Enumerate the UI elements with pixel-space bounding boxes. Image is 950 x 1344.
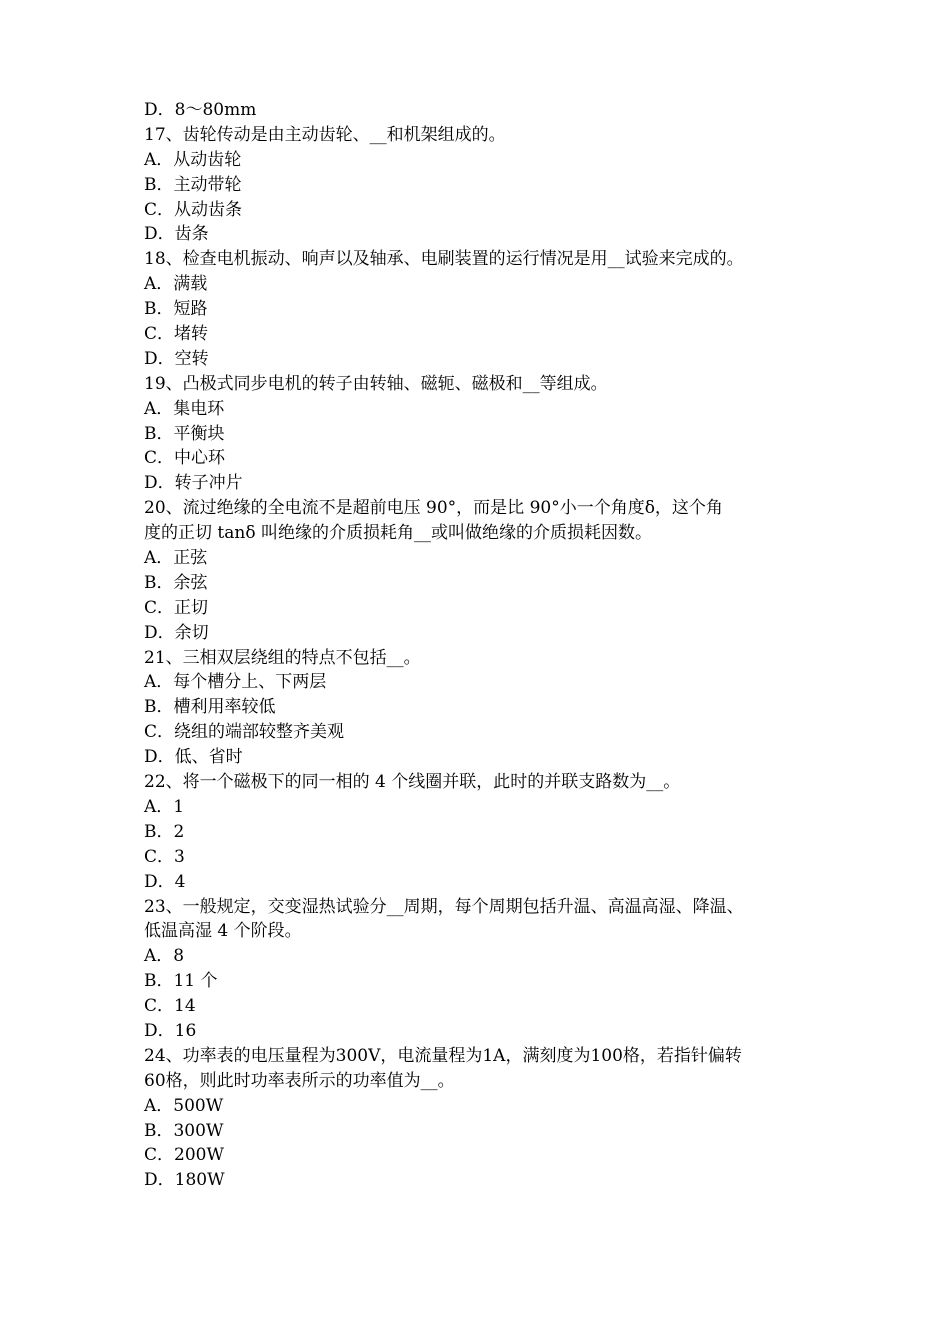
option-d-line: D．低、省时 [144, 747, 243, 768]
option-d-line: D．转子冲片 [144, 473, 243, 494]
option-c-line: C．14 [144, 996, 196, 1017]
option-b-line: B．11 个 [144, 971, 218, 992]
question-22: 22、将一个磁极下的同一相的 4 个线圈并联，此时的并联支路数为__。 [144, 772, 681, 793]
option-d-line: D．4 [144, 871, 186, 892]
question-19: 19、凸极式同步电机的转子由转轴、磁轭、磁极和__等组成。 [144, 373, 608, 394]
option-a-line: A．每个槽分上、下两层 [144, 672, 327, 693]
option-c-line: C．正切 [144, 597, 209, 618]
option-b-line: B．槽利用率较低 [144, 697, 276, 718]
option-d-line: D．180W [144, 1170, 225, 1191]
question-20-continued: 度的正切 tanδ 叫绝缘的介质损耗角__或叫做绝缘的介质损耗因数。 [144, 523, 652, 544]
option-b-line: B．平衡块 [144, 423, 225, 444]
option-a-line: A．8 [144, 946, 185, 967]
option-d-line: D．余切 [144, 622, 209, 643]
option-b-line: B．短路 [144, 299, 208, 320]
option-c-line: C．中心环 [144, 448, 226, 469]
option-b-line: B．主动带轮 [144, 174, 242, 195]
question-24: 24、功率表的电压量程为300V，电流量程为1A，满刻度为100格，若指针偏转 [144, 1045, 742, 1066]
question-21: 21、三相双层绕组的特点不包括__。 [144, 647, 421, 668]
question-24-continued: 60格，则此时功率表所示的功率值为__。 [144, 1070, 455, 1091]
option-c-line: C．堵转 [144, 324, 209, 345]
option-c-line: C．从动齿条 [144, 199, 243, 220]
document-body [144, 98, 824, 1193]
option-b-line: B．余弦 [144, 572, 208, 593]
option-d-line: D．齿条 [144, 224, 209, 245]
question-17: 17、齿轮传动是由主动齿轮、__和机架组成的。 [144, 124, 506, 145]
question-23-continued: 低温高湿 4 个阶段。 [144, 921, 302, 942]
option-d-line: D．16 [144, 1020, 197, 1041]
option-a-line: A．500W [144, 1095, 224, 1116]
option-a-line: A．从动齿轮 [144, 149, 242, 170]
option-d-line: D．8～80mm [144, 100, 257, 120]
option-d-line: D．空转 [144, 348, 209, 369]
option-c-line: C．3 [144, 846, 185, 867]
option-b-line: B．300W [144, 1120, 224, 1141]
question-23: 23、一般规定，交变湿热试验分__周期，每个周期包括升温、高温高湿、降温、 [144, 896, 744, 917]
question-20: 20、流过绝缘的全电流不是超前电压 90°，而是比 90°小一个角度δ，这个角 [144, 498, 723, 519]
question-18: 18、检查电机振动、响声以及轴承、电刷装置的运行情况是用__试验来完成的。 [144, 249, 744, 270]
option-a-line: A．1 [144, 796, 185, 817]
option-a-line: A．正弦 [144, 548, 208, 569]
option-a-line: A．满载 [144, 274, 208, 295]
option-c-line: C．200W [144, 1145, 224, 1166]
option-b-line: B．2 [144, 821, 185, 842]
option-a-line: A．集电环 [144, 398, 225, 419]
option-c-line: C．绕组的端部较整齐美观 [144, 722, 345, 743]
